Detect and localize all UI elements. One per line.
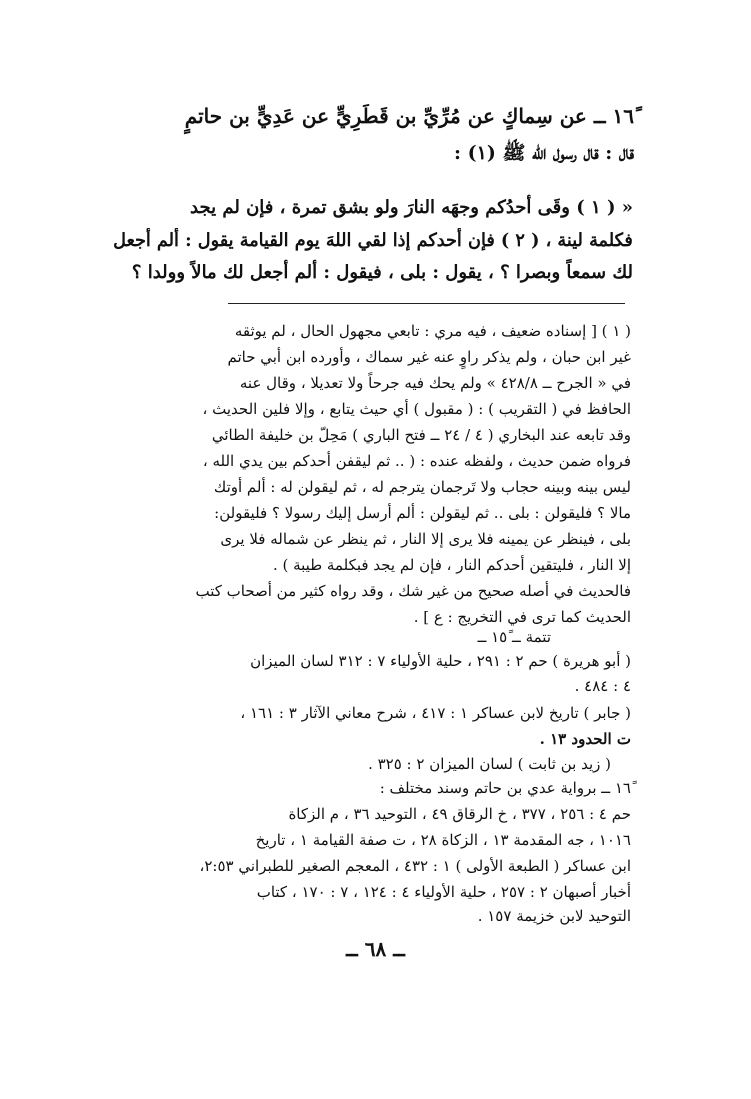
reference-line: ٤ : ٤٨٤ . bbox=[574, 677, 631, 695]
reference-line: أخبار أصبهان ٢ : ٢٥٧ ، حلية الأولياء ٤ : ١٢٤ ، ٧ : ١٧٠ ، كتاب bbox=[256, 883, 631, 901]
reference-line: التوحيد لابن خزيمة ١٥٧ . bbox=[477, 907, 631, 925]
reference-line: ١٠١٦ ، جه المقدمة ١٣ ، الزكاة ٢٨ ، ت صفة القيامة ١ ، تاريخ bbox=[255, 831, 631, 849]
footnote-line: الحافظ في ( التقريب ) : ( مقبول ) أي حيث يتابع ، وإلا فلين الحديث ، bbox=[202, 400, 631, 418]
footnote-line: وقد تابعه عند البخاري ( ٤ / ٢٤ ــ فتح الباري ) مَحِلّ بن خليفة الطائي bbox=[211, 426, 631, 444]
footnote-divider bbox=[228, 303, 625, 304]
footnote-line: في « الجرح ــ ٤٢٨/٨ » ولم يحك فيه جرحاً ولا تعديلا ، وقال عنه bbox=[239, 374, 631, 392]
footnote-line: ( ١ ) [ إسناده ضعيف ، فيه مري : تابعي مجهول الحال ، لم يوثقه bbox=[234, 322, 631, 340]
hadith-header-line-1: ١٦ً ــ عن سِماكٍ عن مُرِّيِّ بن قَطَرِيٍّ عن عَدِيٍّ بن حاتمٍ bbox=[184, 104, 634, 128]
footnote-line: مالا ؟ فليقولن : بلى .. ثم ليقولن : ألم أرسل إليك رسولا ؟ فليقولن: bbox=[214, 504, 631, 522]
footnote-line: غير ابن حبان ، ولم يذكر راوٍ عنه غير سماك ، وأورده ابن أبي حاتم bbox=[227, 348, 631, 366]
hadith-text-line-2: فكلمة لينة ، ( ٢ ) فإن أحدكم إذا لقي اللهَ يوم القيامة يقول : ألم أجعل bbox=[113, 230, 633, 251]
reference-line: ابن عساكر ( الطبعة الأولى ) ١ : ٤٣٢ ، المعجم الصغير للطبراني ٢:٥٣، bbox=[199, 857, 631, 875]
footnote-line: فالحديث في أصله صحيح من غير شك ، وقد رواه كثير من أصحاب كتب bbox=[195, 582, 631, 600]
page-number: ــ ٦٨ ــ bbox=[346, 937, 405, 961]
reference-line: حم ٤ : ٢٥٦ ، ٣٧٧ ، خ الرقاق ٤٩ ، التوحيد ٣٦ ، م الزكاة bbox=[288, 805, 631, 823]
hadith-header-line-2: قال : قال رسول الله ﷺ (١) : bbox=[454, 142, 634, 164]
reference-line: ( زيد بن ثابت ) لسان الميزان ٢ : ٣٢٥ . bbox=[368, 755, 611, 773]
reference-line: ١٦ً ــ برواية عدي بن حاتم وسند مختلف : bbox=[379, 779, 631, 797]
hadith-text-line-3: لك سمعاً وبصرا ؟ ، يقول : بلى ، فيقول : ألم أجعل لك مالاً وولدا ؟ bbox=[131, 262, 633, 283]
reference-line: ت الحدود ١٣ . bbox=[539, 730, 631, 748]
footnote-line: بلى ، فينظر عن يمينه فلا يرى إلا النار ، ثم ينظر عن شماله فلا يرى bbox=[220, 530, 631, 548]
footnote-line: الحديث كما ترى في التخريج : ع ] . bbox=[413, 608, 631, 626]
hadith-text-line-1: « ( ١ ) وقَى أحدُكم وجهَه النارَ ولو بشق تمرة ، فإن لم يجد bbox=[190, 197, 633, 218]
continuation-heading: تتمة ــ ١٥ً ــ bbox=[477, 628, 551, 646]
reference-line: ( جابر ) تاريخ لابن عساكر ١ : ٤١٧ ، شرح معاني الآثار ٣ : ١٦١ ، bbox=[240, 704, 631, 722]
footnote-line: إلا النار ، فليتقين أحدكم النار ، فإن لم يجد فبكلمة طيبة ) . bbox=[272, 556, 631, 574]
footnote-line: ليس بينه وبينه حجاب ولا تَرجمان يترجم له ، ثم ليقولن له : ألم أوتك bbox=[213, 478, 631, 496]
reference-line: ( أبو هريرة ) حم ٢ : ٢٩١ ، حلية الأولياء ٧ : ٣١٢ لسان الميزان bbox=[250, 652, 631, 670]
footnote-line: فرواه ضمن حديث ، ولفظه عنده : ( .. ثم ليقفن أحدكم بين يدي الله ، bbox=[202, 452, 631, 470]
